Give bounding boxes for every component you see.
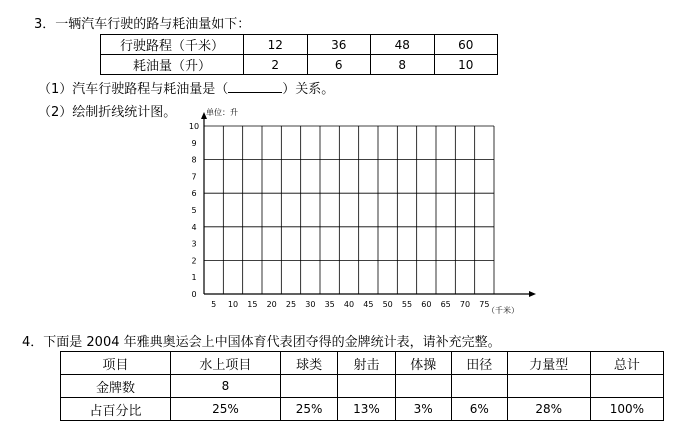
x-tick-label: 75 [479,300,490,309]
table-cell: 6% [451,398,507,421]
x-axis-arrow-icon [529,291,536,297]
x-tick-label: 25 [285,300,297,309]
y-tick-label: 2 [191,256,197,266]
table-row [101,55,498,75]
q3-sub1-prefix: （1）汽车行驶路程与耗油量是（ [38,82,229,97]
table-cell: 48 [371,35,435,55]
x-tick-label: 65 [440,300,451,309]
q4-title: 4．下面是 2004 年雅典奥运会上中国体育代表团夺得的金牌统计表，请补充完整。 [22,335,501,350]
line-chart-grid [186,102,541,314]
table-cell: 28% [507,398,590,421]
table-cell: 13% [338,398,395,421]
table-cell: 8 [371,55,435,75]
x-tick-labels [211,300,489,309]
column-header: 体操 [395,352,451,375]
table-row [61,398,664,421]
table-cell: 6 [307,55,371,75]
column-header: 射击 [338,352,395,375]
q3-title: 3．一辆汽车行驶的路与耗油量如下： [34,17,251,32]
row-label-distance: 行驶路程（千米） [101,35,244,55]
x-tick-label: 30 [305,300,316,309]
table-cell: 36 [307,35,371,55]
q3-sub2: （2）绘制折线统计图。 [38,105,177,120]
q3-sub1-suffix: ）关系。 [282,82,335,97]
x-tick-label: 40 [343,300,355,309]
table-cell: 12 [244,35,308,55]
column-header: 田径 [451,352,507,375]
row-label: 占百分比 [61,398,171,421]
x-tick-label: 10 [227,300,239,309]
table-cell[interactable] [280,375,337,398]
column-header: 力量型 [507,352,590,375]
table-cell[interactable] [590,375,663,398]
table-cell: 60 [434,35,498,55]
column-header: 水上项目 [170,352,280,375]
x-tick-label: 20 [266,300,277,309]
table-row [61,352,664,375]
table-cell: 25% [280,398,337,421]
x-tick-label: 70 [459,300,471,309]
x-tick-label: 45 [363,300,374,309]
x-tick-label: 15 [247,300,258,309]
y-tick-label: 1 [191,273,197,283]
table-row [61,375,664,398]
table-cell: 2 [244,55,308,75]
column-header: 球类 [280,352,337,375]
x-tick-label: 55 [401,300,413,309]
y-tick-label: 6 [191,189,197,199]
y-tick-label: 5 [191,206,197,215]
row-label: 金牌数 [61,375,171,398]
y-tick-labels [189,122,199,299]
y-axis-unit-label: 单位：升 [206,108,238,117]
y-tick-label: 3 [191,239,197,249]
x-axis-unit-label: （千米） [487,306,519,314]
x-tick-label: 35 [324,300,335,309]
chart-gridlines [204,126,494,294]
table-cell[interactable] [451,375,507,398]
table-cell: 3% [395,398,451,421]
q3-sub1 [38,78,334,97]
table-row [101,35,498,55]
row-label: 项目 [61,352,171,375]
table-cell: 8 [170,375,280,398]
row-label-fuel: 耗油量（升） [101,55,244,75]
x-tick-label: 5 [211,300,217,309]
y-tick-label: 7 [191,172,197,182]
table-cell: 10 [434,55,498,75]
table-cell[interactable] [395,375,451,398]
y-tick-label: 4 [191,222,197,232]
y-tick-label: 9 [191,138,197,148]
x-tick-label: 50 [382,300,393,309]
y-tick-label: 10 [188,122,200,131]
table-cell: 25% [170,398,280,421]
table-cell[interactable] [507,375,590,398]
table-cell[interactable] [338,375,395,398]
gold-medal-table [60,351,664,421]
chart-axes [201,112,536,297]
answer-blank[interactable] [228,80,282,93]
table-cell: 100% [590,398,663,421]
distance-fuel-table [100,34,498,75]
column-header: 总计 [590,352,663,375]
y-tick-label: 8 [191,155,197,165]
x-tick-label: 60 [421,300,432,309]
y-tick-label: 0 [191,290,197,299]
